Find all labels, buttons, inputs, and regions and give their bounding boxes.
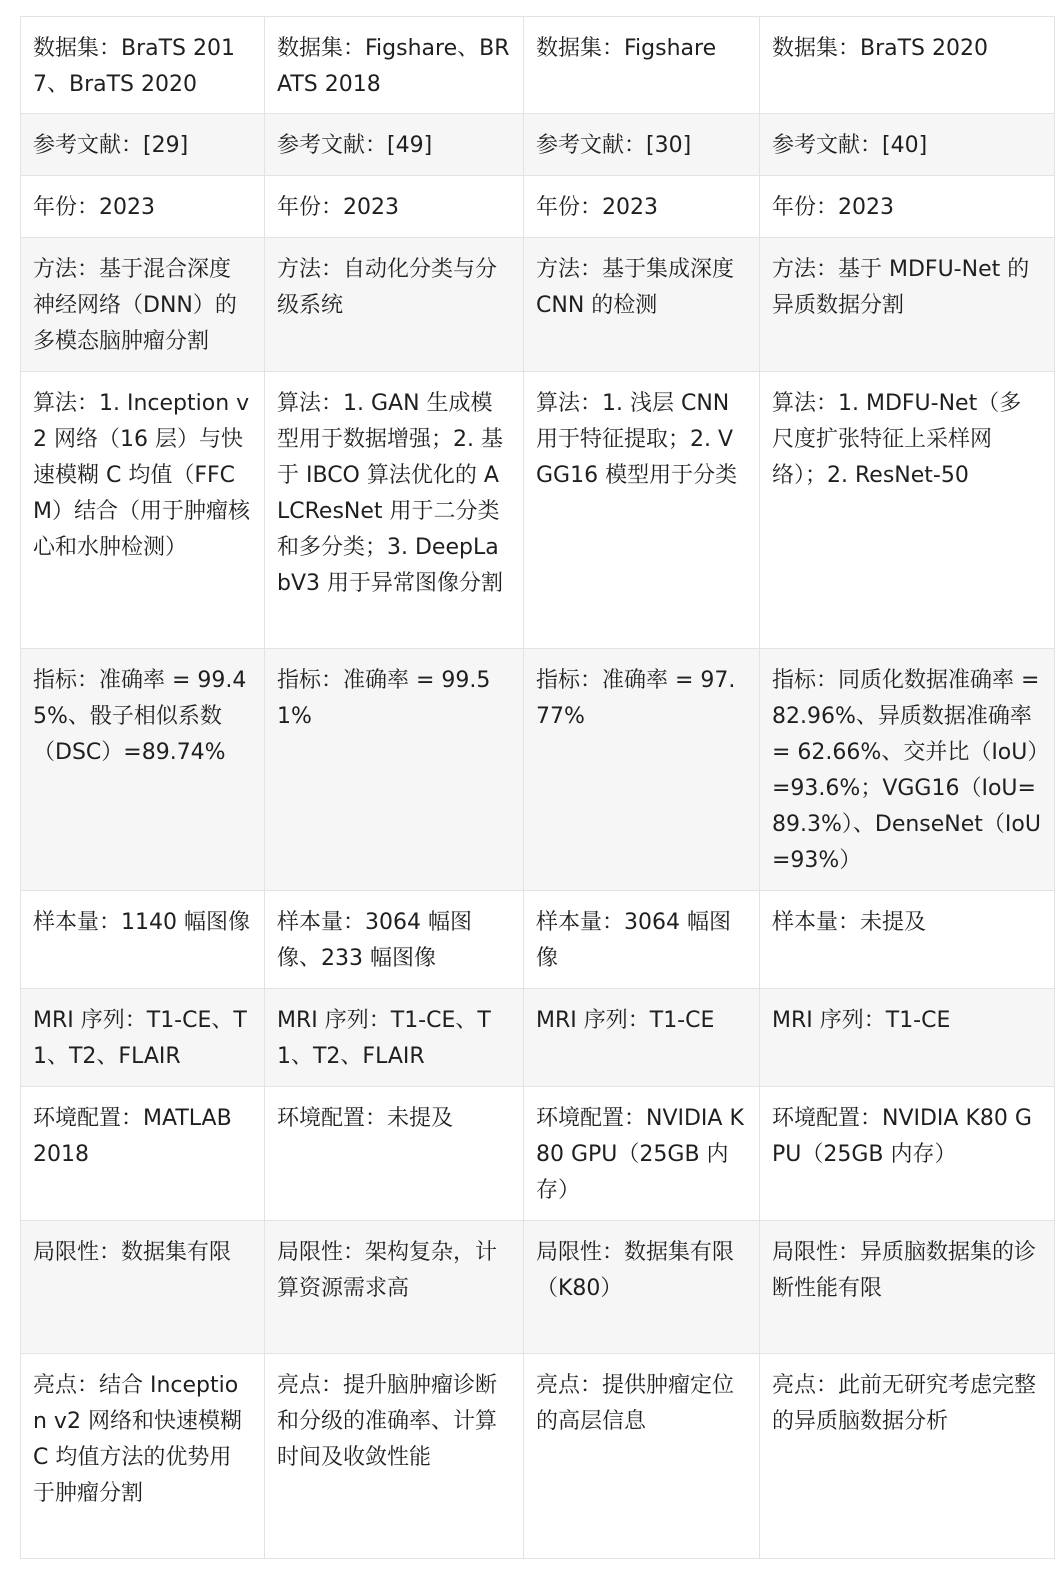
table-cell: MRI 序列：T1-CE	[524, 989, 760, 1087]
table-cell: 年份：2023	[760, 176, 1055, 238]
table-cell: 样本量：3064 幅图像	[524, 891, 760, 989]
table-cell: 年份：2023	[265, 176, 524, 238]
table-row-year	[21, 176, 1055, 238]
table-cell: 方法：基于 MDFU-Net 的异质数据分割	[760, 238, 1055, 372]
table-cell: 样本量：1140 幅图像	[21, 891, 265, 989]
table-cell: 参考文献：[40]	[760, 114, 1055, 176]
table-cell: 算法：1. GAN 生成模型用于数据增强；2. 基于 IBCO 算法优化的 ALCResNet 用于二分类和多分类；3. DeepLabV3 用于异常图像分割	[265, 372, 524, 649]
table-row-environment	[21, 1087, 1055, 1221]
table-cell: 年份：2023	[21, 176, 265, 238]
table-cell: 数据集：BraTS 2017、BraTS 2020	[21, 17, 265, 114]
table-row-highlights	[21, 1354, 1055, 1559]
table-cell: 指标：同质化数据准确率 = 82.96%、异质数据准确率 = 62.66%、交并比（IoU）=93.6%；VGG16（IoU=89.3%）、DenseNet（IoU=93%）	[760, 649, 1055, 891]
table-cell: 方法：自动化分类与分级系统	[265, 238, 524, 372]
table-cell: 方法：基于混合深度神经网络（DNN）的多模态脑肿瘤分割	[21, 238, 265, 372]
table-cell: 指标：准确率 = 99.51%	[265, 649, 524, 891]
table-cell: 局限性：架构复杂，计算资源需求高	[265, 1221, 524, 1354]
table-cell: 局限性：异质脑数据集的诊断性能有限	[760, 1221, 1055, 1354]
table-cell: 环境配置：NVIDIA K80 GPU（25GB 内存）	[524, 1087, 760, 1221]
table-row-metrics	[21, 649, 1055, 891]
table-row-limitations	[21, 1221, 1055, 1354]
table-cell: 算法：1. MDFU-Net（多尺度扩张特征上采样网络）；2. ResNet-50	[760, 372, 1055, 649]
table-cell: 环境配置：NVIDIA K80 GPU（25GB 内存）	[760, 1087, 1055, 1221]
comparison-table-container	[20, 16, 1054, 1559]
table-cell: 局限性：数据集有限（K80）	[524, 1221, 760, 1354]
table-cell: 算法：1. Inception v2 网络（16 层）与快速模糊 C 均值（FFCM）结合（用于肿瘤核心和水肿检测）	[21, 372, 265, 649]
table-cell: 亮点：提升脑肿瘤诊断和分级的准确率、计算时间及收敛性能	[265, 1354, 524, 1559]
table-row-method	[21, 238, 1055, 372]
table-cell: 指标：准确率 = 99.45%、骰子相似系数（DSC）=89.74%	[21, 649, 265, 891]
table-cell: 局限性：数据集有限	[21, 1221, 265, 1354]
table-cell: 指标：准确率 = 97.77%	[524, 649, 760, 891]
table-cell: 样本量：未提及	[760, 891, 1055, 989]
table-row-dataset	[21, 17, 1055, 114]
table-cell: 年份：2023	[524, 176, 760, 238]
table-row-mri-sequence	[21, 989, 1055, 1087]
table-cell: 方法：基于集成深度 CNN 的检测	[524, 238, 760, 372]
table-cell: 参考文献：[49]	[265, 114, 524, 176]
table-cell: 样本量：3064 幅图像、233 幅图像	[265, 891, 524, 989]
table-cell: 数据集：Figshare	[524, 17, 760, 114]
table-cell: 环境配置：未提及	[265, 1087, 524, 1221]
table-cell: 数据集：Figshare、BRATS 2018	[265, 17, 524, 114]
table-row-algorithm	[21, 372, 1055, 649]
table-cell: 亮点：此前无研究考虑完整的异质脑数据分析	[760, 1354, 1055, 1559]
table-cell: 亮点：提供肿瘤定位的高层信息	[524, 1354, 760, 1559]
table-row-sample-size	[21, 891, 1055, 989]
comparison-table	[20, 16, 1055, 1559]
table-cell: 亮点：结合 Inception v2 网络和快速模糊 C 均值方法的优势用于肿瘤分割	[21, 1354, 265, 1559]
table-cell: 参考文献：[30]	[524, 114, 760, 176]
table-cell: MRI 序列：T1-CE	[760, 989, 1055, 1087]
table-cell: MRI 序列：T1-CE、T1、T2、FLAIR	[265, 989, 524, 1087]
table-cell: MRI 序列：T1-CE、T1、T2、FLAIR	[21, 989, 265, 1087]
table-cell: 参考文献：[29]	[21, 114, 265, 176]
table-row-reference	[21, 114, 1055, 176]
table-cell: 环境配置：MATLAB 2018	[21, 1087, 265, 1221]
table-cell: 算法：1. 浅层 CNN 用于特征提取；2. VGG16 模型用于分类	[524, 372, 760, 649]
table-cell: 数据集：BraTS 2020	[760, 17, 1055, 114]
